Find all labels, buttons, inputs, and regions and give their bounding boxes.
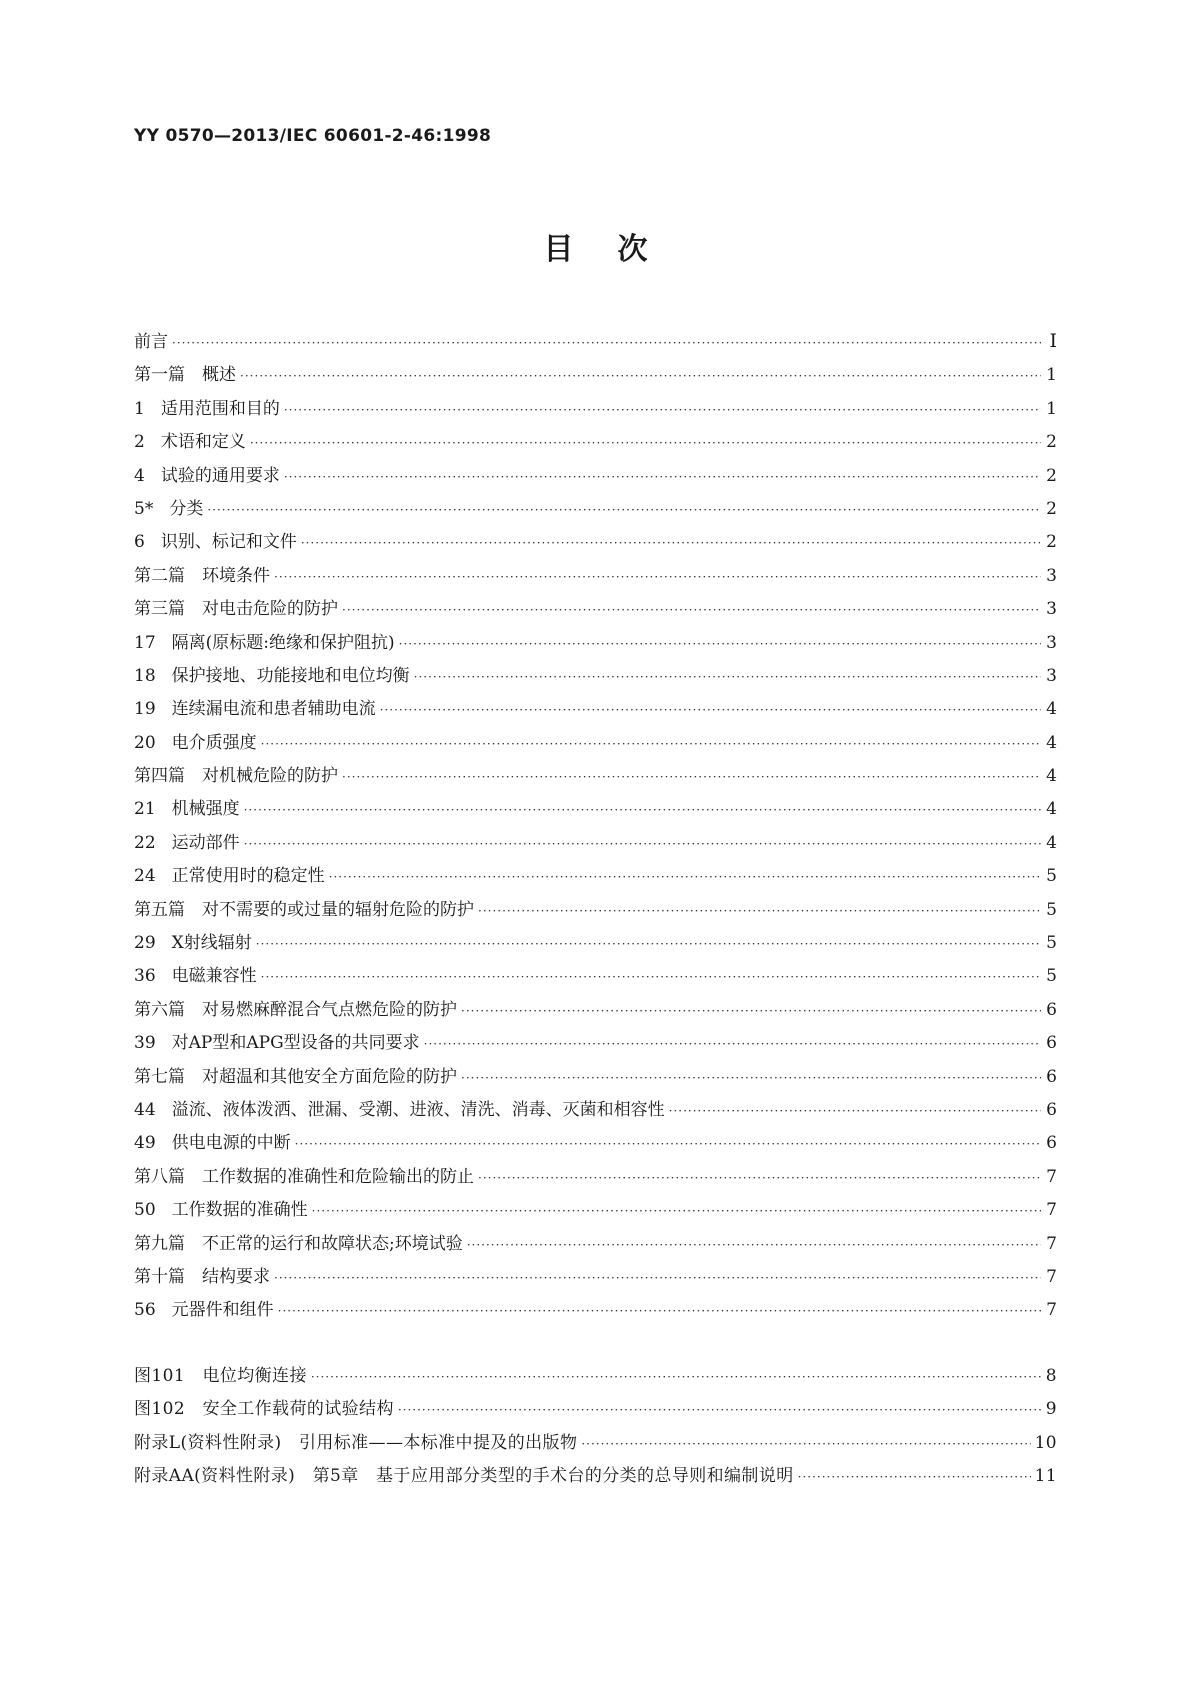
toc-entry[interactable]	[134, 1461, 1057, 1494]
toc-entry-page-number: 6	[1046, 1066, 1057, 1087]
toc-entry[interactable]	[134, 394, 1057, 427]
toc-entry-page-number: 3	[1046, 665, 1057, 686]
toc-entry[interactable]	[134, 861, 1057, 894]
toc-entry-page-number: 2	[1046, 532, 1057, 553]
toc-entry-label: 图102 安全工作载荷的试验结构	[134, 1399, 394, 1420]
toc-entry-label: 第四篇 对机械危险的防护	[134, 766, 338, 787]
dot-leader	[478, 1171, 1041, 1185]
dot-leader	[284, 403, 1041, 417]
toc-entry-label: 工作数据的准确性	[171, 1200, 308, 1221]
toc-entry[interactable]	[134, 594, 1057, 627]
toc-entry-label: 分类	[169, 498, 204, 519]
toc-entry-page-number: 5	[1046, 933, 1057, 954]
toc-entry-page-number: 7	[1046, 1166, 1057, 1187]
toc-entry-label: 术语和定义	[160, 432, 246, 453]
toc-entry-label: 第十篇 结构要求	[134, 1266, 270, 1287]
toc-entry-page-number: 7	[1046, 1200, 1057, 1221]
toc-entry-page-number: 6	[1046, 999, 1057, 1020]
toc-entry-label: 电磁兼容性	[171, 966, 257, 987]
toc-entry[interactable]	[134, 427, 1057, 460]
toc-entry-page-number: 9	[1045, 1399, 1057, 1420]
dot-leader	[301, 536, 1041, 550]
toc-entry-number: 17	[134, 632, 156, 653]
toc-entry[interactable]	[134, 694, 1057, 727]
dot-leader	[461, 1071, 1041, 1085]
dot-leader	[467, 1238, 1041, 1252]
toc-entry[interactable]	[134, 561, 1057, 594]
toc-entry[interactable]	[134, 1361, 1057, 1394]
dot-leader	[311, 1370, 1041, 1384]
dot-leader	[424, 1037, 1041, 1051]
toc-entry[interactable]	[134, 1428, 1057, 1461]
toc-entry-number: 49	[134, 1133, 156, 1154]
dot-leader	[284, 470, 1041, 484]
dot-leader	[414, 670, 1041, 684]
toc-entry-number: 44	[134, 1099, 156, 1120]
dot-leader	[207, 503, 1041, 517]
toc-entry[interactable]	[134, 995, 1057, 1028]
dot-leader	[329, 870, 1041, 884]
toc-entry-page-number: 4	[1046, 766, 1057, 787]
toc-entry-page-number: 1	[1046, 398, 1057, 419]
toc-entry[interactable]	[134, 1262, 1057, 1295]
toc-entry-label: 供电电源的中断	[171, 1133, 291, 1154]
toc-entry[interactable]	[134, 661, 1057, 694]
toc-entry[interactable]	[134, 628, 1057, 661]
dot-leader	[172, 336, 1041, 350]
toc-entry-label: 第五篇 对不需要的或过量的辐射危险的防护	[134, 899, 474, 920]
toc-entry-page-number: 10	[1034, 1432, 1057, 1453]
dot-leader	[380, 703, 1041, 717]
toc-entry-label: 第六篇 对易燃麻醉混合气点燃危险的防护	[134, 999, 457, 1020]
toc-entry[interactable]	[134, 1028, 1057, 1061]
toc-entry[interactable]	[134, 527, 1057, 560]
toc-entry-label: 附录L(资料性附录) 引用标准——本标准中提及的出版物	[134, 1432, 578, 1453]
toc-entry[interactable]	[134, 1062, 1057, 1095]
toc-entry[interactable]	[134, 1295, 1057, 1328]
standard-code-header	[134, 126, 491, 146]
toc-entry[interactable]	[134, 360, 1057, 393]
toc-entry-page-number: Ⅰ	[1049, 330, 1057, 352]
toc-entry-number: 6	[134, 532, 145, 553]
toc-entry-number: 1	[134, 398, 145, 419]
toc-entry[interactable]	[134, 794, 1057, 827]
dot-leader	[244, 803, 1041, 817]
toc-entry-page-number: 5	[1046, 866, 1057, 887]
toc-entry-label: 第一篇 概述	[134, 365, 236, 386]
toc-entry-label: 连续漏电流和患者辅助电流	[171, 699, 376, 720]
toc-entry-number: 29	[134, 933, 156, 954]
toc-entry-number: 36	[134, 966, 156, 987]
dot-leader	[256, 937, 1041, 951]
toc-entry-number: 21	[134, 799, 156, 820]
toc-entry-page-number: 2	[1046, 498, 1057, 519]
toc-entry[interactable]	[134, 1095, 1057, 1128]
toc-entry-label: 图101 电位均衡连接	[134, 1365, 307, 1386]
toc-entry-label: 隔离(原标题:绝缘和保护阻抗)	[171, 632, 395, 653]
toc-entry[interactable]	[134, 1229, 1057, 1262]
toc-entry-page-number: 7	[1046, 1233, 1057, 1254]
dot-leader	[581, 1437, 1030, 1451]
toc-entry-page-number: 6	[1046, 1033, 1057, 1054]
toc-entry-page-number: 11	[1034, 1465, 1057, 1486]
toc-entry-page-number: 5	[1046, 899, 1057, 920]
toc-entry[interactable]	[134, 895, 1057, 928]
toc-entry-number: 4	[134, 465, 145, 486]
toc-entry[interactable]	[134, 1195, 1057, 1228]
dot-leader	[250, 436, 1041, 450]
toc-entry-label: 第七篇 对超温和其他安全方面危险的防护	[134, 1066, 457, 1087]
dot-leader	[244, 837, 1041, 851]
dot-leader	[478, 904, 1041, 918]
dot-leader	[274, 570, 1041, 584]
dot-leader	[461, 1004, 1041, 1018]
toc-entry-page-number: 1	[1046, 365, 1057, 386]
toc-entry-page-number: 6	[1046, 1133, 1057, 1154]
toc-entry-page-number: 7	[1046, 1300, 1057, 1321]
toc-entry-number: 5*	[134, 498, 154, 519]
toc-entry-number: 50	[134, 1200, 156, 1221]
toc-entry-page-number: 3	[1046, 599, 1057, 620]
toc-entry[interactable]	[134, 761, 1057, 794]
toc-entry[interactable]	[134, 461, 1057, 494]
toc-entry-label: 保护接地、功能接地和电位均衡	[171, 665, 410, 686]
toc-entry[interactable]	[134, 494, 1057, 527]
toc-entry-label: 运动部件	[171, 832, 240, 853]
toc-entry-label: 第八篇 工作数据的准确性和危险输出的防止	[134, 1166, 474, 1187]
toc-entry[interactable]	[134, 327, 1057, 360]
dot-leader	[399, 637, 1041, 651]
toc-entry-number: 39	[134, 1033, 156, 1054]
toc-entry-page-number: 4	[1046, 699, 1057, 720]
toc-entry-page-number: 4	[1046, 832, 1057, 853]
toc-entry-page-number: 8	[1045, 1365, 1057, 1386]
dot-leader	[278, 1304, 1041, 1318]
toc-entry-label: 电介质强度	[171, 732, 257, 753]
toc-entry-label: 前言	[134, 332, 168, 352]
toc-entry-label: 元器件和组件	[171, 1300, 274, 1321]
toc-entry-page-number: 3	[1046, 565, 1057, 586]
toc-entry-page-number: 4	[1046, 799, 1057, 820]
dot-leader	[274, 1271, 1041, 1285]
toc-entry[interactable]	[134, 928, 1057, 961]
toc-entry[interactable]	[134, 1394, 1057, 1427]
toc-entry-page-number: 7	[1046, 1266, 1057, 1287]
toc-entry-page-number: 4	[1046, 732, 1057, 753]
toc-entry-number: 24	[134, 866, 156, 887]
toc-entry-number: 56	[134, 1300, 156, 1321]
dot-leader	[669, 1104, 1041, 1118]
toc-entry-label: 第二篇 环境条件	[134, 565, 270, 586]
dot-leader	[261, 970, 1041, 984]
toc-entry-label: 第三篇 对电击危险的防护	[134, 599, 338, 620]
toc-entry-number: 22	[134, 832, 156, 853]
dot-leader	[240, 369, 1041, 383]
toc-entry-label: 对AP型和APG型设备的共同要求	[171, 1033, 420, 1054]
dot-leader	[342, 770, 1041, 784]
toc-entry-page-number: 3	[1046, 632, 1057, 653]
toc-entry-label: X射线辐射	[171, 933, 252, 954]
dot-leader	[398, 1403, 1041, 1417]
page-title: 目次	[543, 232, 692, 267]
toc-entry-label: 第九篇 不正常的运行和故障状态;环境试验	[134, 1233, 463, 1254]
toc-entry-label: 正常使用时的稳定性	[171, 866, 325, 887]
section-spacer	[134, 1329, 1057, 1361]
dot-leader	[295, 1137, 1041, 1151]
toc-entry-number: 2	[134, 432, 145, 453]
toc-entry[interactable]	[134, 1162, 1057, 1195]
toc-entry-number: 18	[134, 665, 156, 686]
dot-leader	[342, 603, 1041, 617]
toc-entry-page-number: 6	[1046, 1099, 1057, 1120]
toc-entry[interactable]	[134, 961, 1057, 994]
toc-entry-label: 溢流、液体泼洒、泄漏、受潮、进液、清洗、消毒、灭菌和相容性	[171, 1099, 665, 1120]
dot-leader	[312, 1204, 1041, 1218]
toc-entry-label: 识别、标记和文件	[160, 532, 297, 553]
toc-entry[interactable]	[134, 728, 1057, 761]
standard-code: YY 0570—2013/IEC 60601-2-46:1998	[134, 126, 492, 146]
toc-entry-number: 20	[134, 732, 156, 753]
table-of-contents	[134, 327, 1057, 1494]
toc-entry-label: 附录AA(资料性附录) 第5章 基于应用部分类型的手术台的分类的总导则和编制说明	[134, 1465, 794, 1486]
toc-entry-page-number: 2	[1046, 432, 1057, 453]
toc-entry[interactable]	[134, 1128, 1057, 1161]
toc-entry-number: 19	[134, 699, 156, 720]
toc-entry-label: 试验的通用要求	[160, 465, 280, 486]
dot-leader	[261, 737, 1041, 751]
toc-entry-label: 机械强度	[171, 799, 240, 820]
dot-leader	[798, 1470, 1031, 1484]
toc-entry-page-number: 5	[1046, 966, 1057, 987]
toc-entry-label: 适用范围和目的	[160, 398, 280, 419]
toc-entry[interactable]	[134, 828, 1057, 861]
toc-entry-page-number: 2	[1046, 465, 1057, 486]
